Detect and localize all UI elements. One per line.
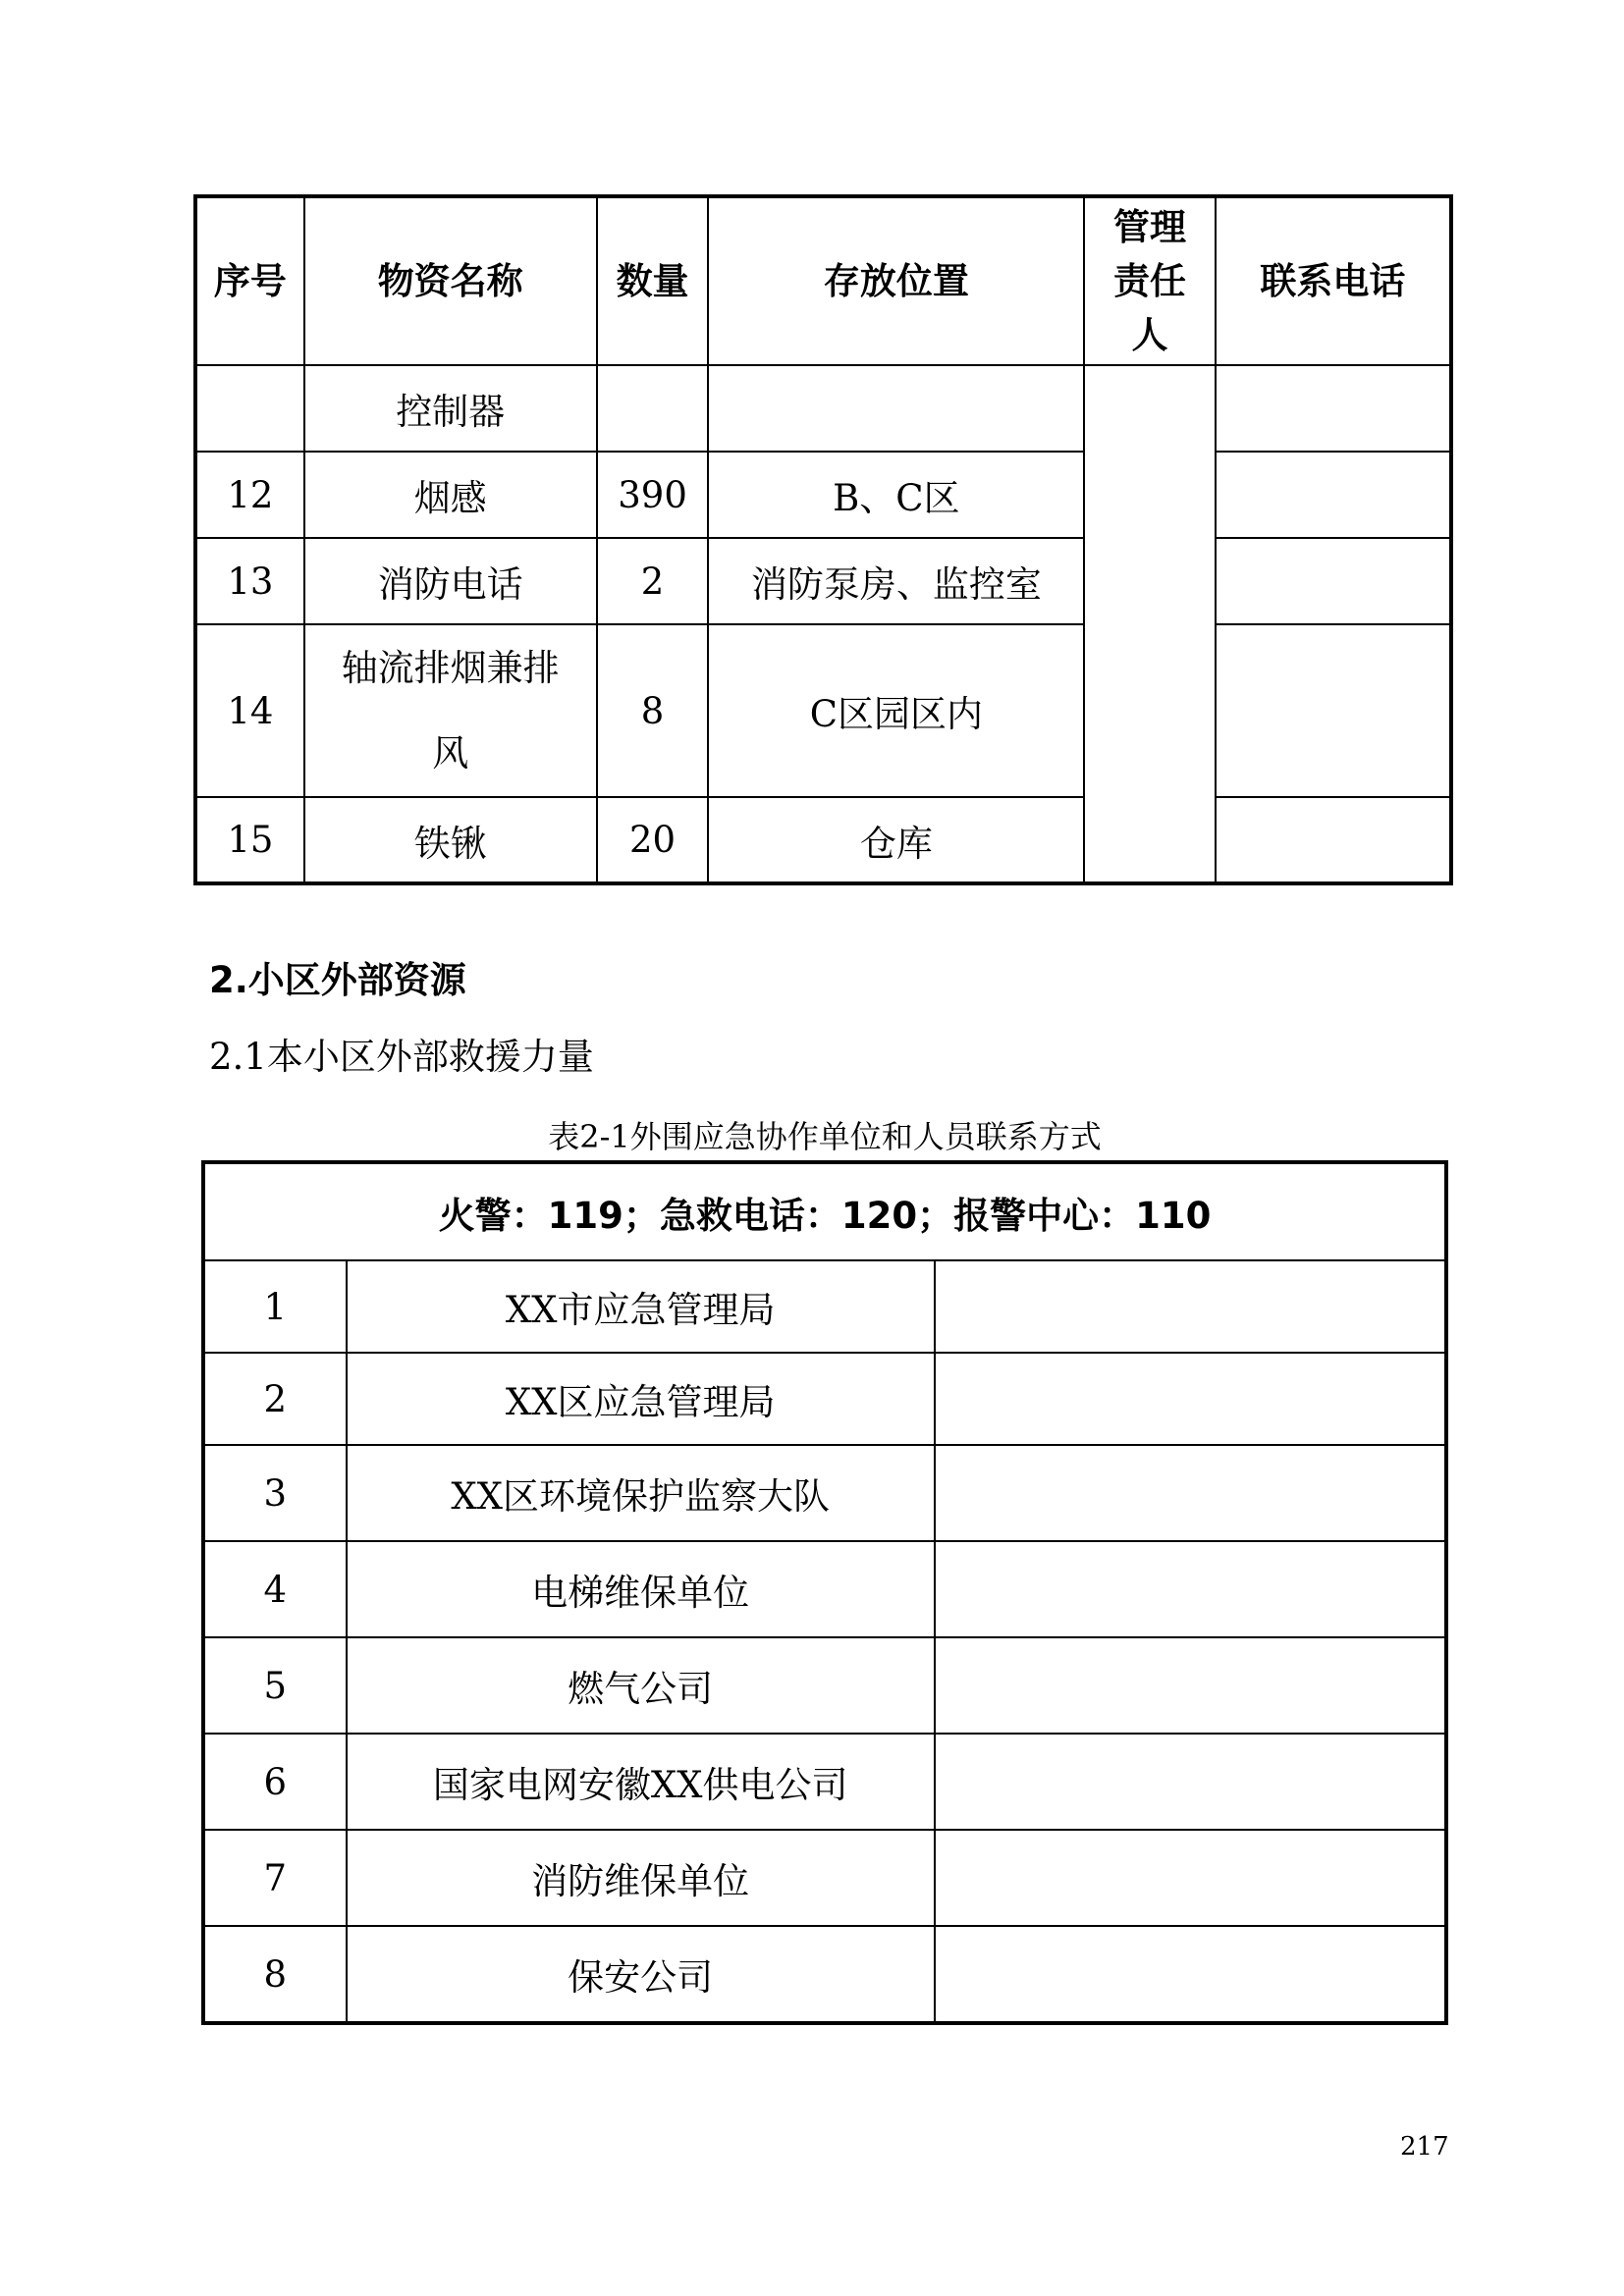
cell-location: 仓库 — [708, 797, 1084, 883]
header-qty: 数量 — [597, 196, 709, 365]
table-row — [203, 1445, 1446, 1541]
cell-unit: 保安公司 — [347, 1926, 935, 2023]
cell-no: 8 — [203, 1926, 347, 2023]
cell-unit: 消防维保单位 — [347, 1830, 935, 1926]
cell-contact — [935, 1926, 1446, 2023]
materials-header-row — [195, 196, 1451, 365]
cell-name-line: 轴流排烟兼排 — [341, 647, 560, 689]
table-row — [203, 1830, 1446, 1926]
cell-no: 15 — [195, 797, 304, 883]
cell-no: 6 — [203, 1734, 347, 1830]
header-no: 序号 — [195, 196, 304, 365]
table-row — [195, 538, 1451, 624]
cell-no: 5 — [203, 1637, 347, 1734]
cell-qty: 20 — [597, 797, 709, 883]
table-row — [195, 797, 1451, 883]
cell-no: 13 — [195, 538, 304, 624]
cell-location — [708, 365, 1084, 452]
cell-location: C区园区内 — [708, 624, 1084, 797]
header-manager — [1084, 196, 1216, 365]
header-manager-line: 管理 — [1113, 206, 1186, 248]
cell-no: 12 — [195, 452, 304, 538]
cell-contact — [935, 1734, 1446, 1830]
cell-contact — [935, 1353, 1446, 1445]
cell-unit: 国家电网安徽XX供电公司 — [347, 1734, 935, 1830]
cell-name: 消防电话 — [304, 538, 597, 624]
cell-name: 烟感 — [304, 452, 597, 538]
cell-no: 4 — [203, 1541, 347, 1637]
cell-no: 1 — [203, 1260, 347, 1353]
table-row — [203, 1926, 1446, 2023]
cell-contact — [935, 1830, 1446, 1926]
cell-unit: 电梯维保单位 — [347, 1541, 935, 1637]
header-phone: 联系电话 — [1216, 196, 1451, 365]
cell-unit: XX区应急管理局 — [347, 1353, 935, 1445]
cell-contact — [935, 1637, 1446, 1734]
cell-no: 14 — [195, 624, 304, 797]
subsection-heading: 2.1本小区外部救援力量 — [209, 1036, 594, 1078]
cell-phone — [1216, 538, 1451, 624]
table-row — [195, 452, 1451, 538]
table-row — [203, 1353, 1446, 1445]
cell-name: 铁锹 — [304, 797, 597, 883]
cell-phone — [1216, 365, 1451, 452]
table-row — [195, 624, 1451, 797]
cell-manager-merged — [1084, 365, 1216, 883]
cell-contact — [935, 1445, 1446, 1541]
table-row — [203, 1637, 1446, 1734]
cell-no — [195, 365, 304, 452]
cell-phone — [1216, 797, 1451, 883]
table-row — [203, 1541, 1446, 1637]
table-row — [203, 1734, 1446, 1830]
contacts-table — [201, 1160, 1448, 2025]
cell-contact — [935, 1541, 1446, 1637]
cell-phone — [1216, 452, 1451, 538]
cell-qty — [597, 365, 709, 452]
header-manager-line: 责任 — [1113, 260, 1186, 302]
cell-no: 2 — [203, 1353, 347, 1445]
table-row — [195, 365, 1451, 452]
cell-no: 7 — [203, 1830, 347, 1926]
header-name: 物资名称 — [304, 196, 597, 365]
contacts-header-row — [203, 1162, 1446, 1260]
table-row — [203, 1260, 1446, 1353]
cell-unit: XX市应急管理局 — [347, 1260, 935, 1353]
cell-location: 消防泵房、监控室 — [708, 538, 1084, 624]
emergency-numbers-header: 火警：119；急救电话：120；报警中心：110 — [203, 1162, 1446, 1260]
cell-qty: 8 — [597, 624, 709, 797]
table-caption: 表2-1外围应急协作单位和人员联系方式 — [548, 1118, 1102, 1155]
materials-table — [193, 194, 1453, 885]
section-heading: 2.小区外部资源 — [209, 959, 466, 1001]
cell-qty: 2 — [597, 538, 709, 624]
cell-phone — [1216, 624, 1451, 797]
page-number: 217 — [1400, 2132, 1449, 2162]
cell-unit: XX区环境保护监察大队 — [347, 1445, 935, 1541]
cell-location: B、C区 — [708, 452, 1084, 538]
cell-no: 3 — [203, 1445, 347, 1541]
cell-unit: 燃气公司 — [347, 1637, 935, 1734]
cell-contact — [935, 1260, 1446, 1353]
cell-qty: 390 — [597, 452, 709, 538]
header-location: 存放位置 — [708, 196, 1084, 365]
cell-name — [304, 624, 597, 797]
cell-name-line: 风 — [432, 732, 469, 774]
header-manager-line: 人 — [1131, 314, 1168, 356]
cell-name: 控制器 — [304, 365, 597, 452]
